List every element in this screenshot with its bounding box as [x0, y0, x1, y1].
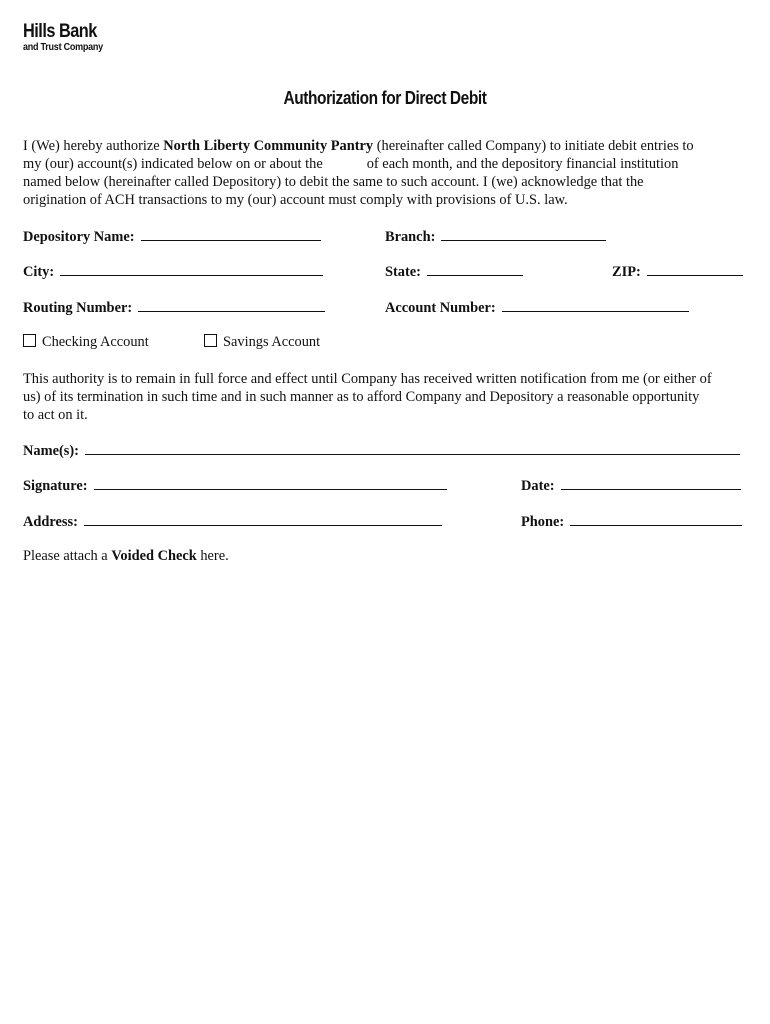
names-label: Name(s):	[23, 443, 79, 459]
attach-text: Please attach a	[23, 548, 112, 564]
depository-name-label: Depository Name:	[23, 229, 135, 245]
form-title-text: Authorization for Direct Debit	[283, 88, 487, 108]
authority-line-3: to act on it.	[23, 407, 88, 423]
account-number-line[interactable]	[502, 298, 689, 312]
intro-text: I (We) hereby authorize	[23, 138, 164, 154]
signature-label: Signature:	[23, 478, 88, 494]
logo-line-1: Hills Bank	[23, 21, 97, 42]
state-field[interactable]	[385, 262, 523, 281]
authority-paragraph	[23, 370, 738, 424]
routing-number-field[interactable]	[23, 298, 325, 317]
bank-logo	[23, 22, 116, 53]
company-name: North Liberty Community Pantry	[163, 138, 374, 154]
account-number-label: Account Number:	[385, 300, 496, 316]
city-line[interactable]	[60, 262, 323, 276]
branch-line[interactable]	[441, 227, 606, 241]
zip-label: ZIP:	[612, 264, 641, 280]
phone-label: Phone:	[521, 514, 565, 530]
routing-number-line[interactable]	[138, 298, 325, 312]
intro-text: (hereinafter called Company) to initiate debit entries to	[373, 138, 694, 154]
checking-label: Checking Account	[42, 334, 149, 350]
routing-number-label: Routing Number:	[23, 300, 133, 316]
names-line[interactable]	[85, 441, 740, 455]
intro-line-3: named below (hereinafter called Depository) to debit the same to such account. I (we) acknowledge that the	[23, 174, 644, 190]
city-field[interactable]	[23, 262, 323, 281]
logo-line-2: and Trust Company	[23, 41, 103, 53]
date-label: Date:	[521, 478, 555, 494]
intro-paragraph	[23, 137, 738, 209]
authority-line-2: us) of its termination in such time and in such manner as to afford Company and Depository a reasonable opportunity	[23, 389, 700, 405]
depository-name-line[interactable]	[141, 227, 321, 241]
names-field[interactable]	[23, 441, 740, 460]
intro-line-1	[23, 137, 738, 155]
savings-label: Savings Account	[223, 334, 321, 350]
intro-line-2	[23, 155, 738, 173]
branch-label: Branch:	[385, 229, 436, 245]
phone-field[interactable]	[521, 512, 742, 531]
voided-check-text: Voided Check	[111, 548, 197, 564]
checking-checkbox[interactable]	[23, 334, 36, 347]
depository-name-field[interactable]	[23, 227, 321, 246]
state-label: State:	[385, 264, 421, 280]
signature-field[interactable]	[23, 476, 447, 495]
checking-account-option[interactable]	[23, 333, 149, 351]
phone-line[interactable]	[570, 512, 742, 526]
savings-account-option[interactable]	[204, 333, 320, 351]
city-label: City:	[23, 264, 55, 280]
zip-field[interactable]	[612, 262, 743, 281]
zip-line[interactable]	[647, 262, 743, 276]
branch-field[interactable]	[385, 227, 606, 246]
intro-text: of each month, and the depository financial institution	[366, 156, 679, 172]
address-line[interactable]	[84, 512, 442, 526]
form-title	[0, 88, 770, 109]
attach-text-end: here.	[196, 548, 229, 564]
date-line[interactable]	[561, 476, 741, 490]
address-label: Address:	[23, 514, 78, 530]
savings-checkbox[interactable]	[204, 334, 217, 347]
intro-text: my (our) account(s) indicated below on or about the	[23, 156, 323, 172]
address-field[interactable]	[23, 512, 442, 531]
account-number-field[interactable]	[385, 298, 689, 317]
state-line[interactable]	[427, 262, 523, 276]
intro-line-4: origination of ACH transactions to my (our) account must comply with provisions of U.S. law.	[23, 192, 568, 208]
authority-line-1: This authority is to remain in full force and effect until Company has received written notification from me (or either of	[23, 371, 712, 387]
signature-line[interactable]	[94, 476, 447, 490]
attach-instruction	[23, 548, 229, 565]
date-field[interactable]	[521, 476, 741, 495]
